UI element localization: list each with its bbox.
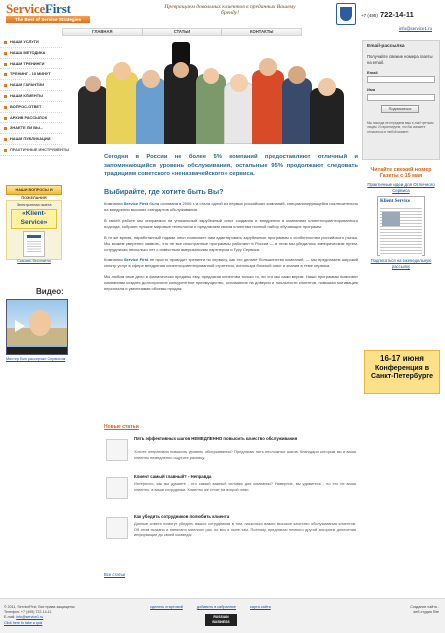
menu-item-publications[interactable]: НАШИ ПУБЛИКАЦИИ	[0, 134, 62, 145]
nav-contacts[interactable]: КОНТАКТЫ	[249, 29, 274, 34]
news-excerpt: Хотите оперативно повысить уровень обслуживания? Предлагаю пять несложных шагов, благодаря которым вы и ваши клиенты немедленно ощутите разницу.	[134, 449, 356, 460]
top-navigation	[62, 28, 302, 36]
questions-wishes-button[interactable]: НАШИ ВОПРОСЫ И ПОЖЕЛАНИЯ	[6, 185, 62, 195]
subscribe-title: Email-рассылка	[367, 44, 405, 49]
russian-business-badge[interactable]: RUSSIAN BUSINESS	[205, 614, 237, 626]
hero-people-image	[70, 40, 360, 144]
footer-links	[150, 605, 271, 610]
paragraph-services: Компания Service First не просто проводит тренинги по сервису, как это делают большинство компаний, — мы предлагаем широкий спектр услуг в сфере внедрения клиентоориентированной стратегии, используя богатый опыт и знания в теме сервиса.	[104, 257, 359, 269]
menu-item-method[interactable]: НАША МЕТОДИКА	[0, 48, 62, 59]
news-thumbnail	[106, 477, 128, 499]
latest-issue-box	[364, 167, 438, 270]
newspaper-promo[interactable]	[6, 200, 62, 263]
news-title-link[interactable]: Пять эффективных шагов НЕМЕДЛЕННО повысить качество обслуживания	[134, 436, 298, 441]
left-menu	[0, 37, 70, 156]
conference-banner[interactable]	[364, 350, 440, 394]
menu-item-training-10min[interactable]: ТРЕНИНГ - 10 МИНУТ	[0, 69, 62, 80]
nav-articles[interactable]: СТАТЬИ	[143, 29, 223, 35]
menu-item-archive[interactable]: АРХИВ РАССЫЛОК	[0, 113, 62, 124]
menu-item-guarantees[interactable]: НАШИ ГАРАНТИИ	[0, 80, 62, 91]
news-title-link[interactable]: Как убедить сотрудников полюбить клиента	[134, 514, 230, 519]
news-thumbnail	[106, 517, 128, 539]
subscribe-privacy-note: Мы никогда не передаем ваш e-mail третьим лицам. И гарантируем, что Вы сможете отписаться в любой момент.	[367, 120, 434, 134]
paragraph-about: Компания Service First была основана в 2006 г. и стала одной из первых российских компаний, специализирующейся исключительно на внедрении высоких стандартов обслуживания.	[104, 201, 359, 213]
main-content	[104, 153, 358, 292]
menu-item-services[interactable]: НАШИ УСЛУГИ	[0, 37, 62, 48]
news-thumbnail	[106, 439, 128, 461]
latest-issue-heading: Читайте свежий номер Газеты с 15 мая	[370, 167, 432, 180]
news-excerpt: Интересно, как вы думаете - кто самый важный человек для компании? Наверное, вы удивитесь - но это не ваши клиенты, а ваши сотрудники. Клиенты же стоят на второй план.	[134, 481, 356, 492]
video-caption-link[interactable]: Мистер Бин рассерчал Сервисом	[6, 357, 66, 361]
video-heading: Видео:	[36, 287, 64, 296]
video-controls-bar[interactable]	[7, 347, 67, 354]
newspaper-title: «Klient-Service»	[11, 209, 57, 229]
logo-wordmark: ServiceFirst	[6, 1, 71, 16]
site-logo[interactable]	[6, 2, 90, 23]
set-homepage-link[interactable]: сделать стартовой	[150, 605, 183, 609]
paragraph-adaptation: В то же время, наработанный годами опыт позволяет нам адаптировать зарубежные программы к особенностям российского рынка. Мы можем уверенно заявить, что не все иностранные программы работают в России — в этом мы убедились эмпирическим путем, сотрудничая несколько лет с известным американским партнером и Гуру Сервиса.	[104, 234, 358, 252]
sitemap-link[interactable]: карта сайта	[250, 605, 271, 609]
newspaper-cover-image	[23, 231, 45, 257]
footer-extra-link[interactable]: Click here to take a quiz	[4, 620, 43, 625]
company-crest-icon	[336, 3, 356, 25]
video-player[interactable]	[6, 299, 68, 355]
news-heading-link[interactable]: Новые статьи	[104, 424, 139, 430]
latest-issue-link[interactable]: Практичные идеи для Отличного Сервиса	[367, 181, 435, 193]
footer-email-link[interactable]: info@service1.ru	[16, 615, 44, 620]
subscribe-description: Получайте свежие номера газеты на email.	[367, 54, 433, 66]
news-title-link[interactable]: Клиент самый главный? - Неправда	[134, 474, 212, 479]
footer-contacts: © 2011, ServiceFirst, Все права защищены. Телефон: +7 (495) 722-14-11 E-mail: info@service1.ru Click here to take a quiz	[4, 605, 76, 625]
play-icon[interactable]	[15, 320, 25, 332]
main-question-heading: Выбирайте, где хотите быть Вы?	[104, 186, 224, 196]
newspaper-download-link[interactable]: Скачать бесплатно	[17, 258, 51, 263]
nav-home[interactable]: ГЛАВНАЯ	[63, 29, 143, 35]
menu-item-clients[interactable]: НАШИ КЛИЕНТЫ	[0, 91, 62, 102]
weekly-subscribe-link[interactable]: Подписаться на еженедельную рассылку	[370, 258, 432, 269]
menu-item-tools[interactable]: ПРАКТИЧНЫЕ ИНСТРУМЕНТЫ	[0, 145, 62, 156]
latest-issue-cover[interactable]: Klient Service	[377, 196, 425, 256]
newspaper-caption: Электронная газета	[16, 203, 52, 207]
subscribe-button[interactable]: Подписаться	[381, 105, 419, 113]
menu-item-did-you-know[interactable]: ЗНАЕТЕ ЛИ ВЫ...	[0, 123, 62, 134]
footer-credits[interactable]: Создание сайта - веб-студия Site	[410, 605, 439, 615]
all-articles-link[interactable]: Все статьи	[104, 572, 126, 577]
logo-tagline: The Best of Service Strategies	[6, 16, 90, 23]
header-phone: +7 (495) 722-14-11	[361, 10, 414, 19]
email-field[interactable]	[367, 76, 435, 83]
conference-title: Конференция в Санкт-Петербурге	[370, 364, 434, 380]
menu-item-trainings[interactable]: НАШИ ТРЕНИНГИ	[0, 59, 62, 70]
header-slogan: Превращаем довольных клиентов в преданных Вашему бренду!	[164, 4, 296, 17]
name-label: Имя	[367, 87, 376, 93]
conference-date: 16-17 июня	[380, 354, 424, 363]
header-email-link[interactable]: info@service1.ru	[399, 26, 433, 31]
menu-item-faq[interactable]: ВОПРОС-ОТВЕТ	[0, 102, 62, 113]
email-subscribe-box	[362, 40, 440, 160]
add-favorites-link[interactable]: добавить в избранное	[196, 605, 237, 609]
email-label: Email	[367, 69, 378, 75]
news-item[interactable]	[104, 514, 358, 564]
name-field[interactable]	[367, 94, 435, 101]
paragraph-values: Мы любим свое дело и фанатически преданы ему, предлагая клиентам только то, во что мы сами верим. Наши программы помогают компаниям создать долгосрочное конкурентное преимущество, основанное на доверии и лояльности клиентов, повышая мотивацию персонала и увеличивая объемы продаж.	[104, 274, 358, 291]
paragraph-experience: В своей работе мы опираемся на уникальный зарубежный опыт создания и внедрения в компаниях клиентоориентированного подхода, собрали лучшие мировые технологии и предлагаем своим клиентам полный набор обучающих программ.	[104, 218, 358, 229]
intro-text: Сегодня в России не более 5% компаний предоставляют отличный и запоминающийся уровень обслуживания, остальные 95% продолжают следовать традициям советского «неназвачейского» сервиса.	[104, 154, 358, 178]
video-thumbnail-figure	[29, 310, 51, 336]
site-footer	[0, 598, 445, 633]
news-excerpt: Данные совета помогут убедить ваших сотрудников в том, насколько важно высокое качество обслуживания клиентов. Об этом сказано и написано миллион раз, но воз и ныне там. Поэтому, предлагаю немного другой алгоритм донесения информации до своей команды.	[134, 521, 356, 538]
